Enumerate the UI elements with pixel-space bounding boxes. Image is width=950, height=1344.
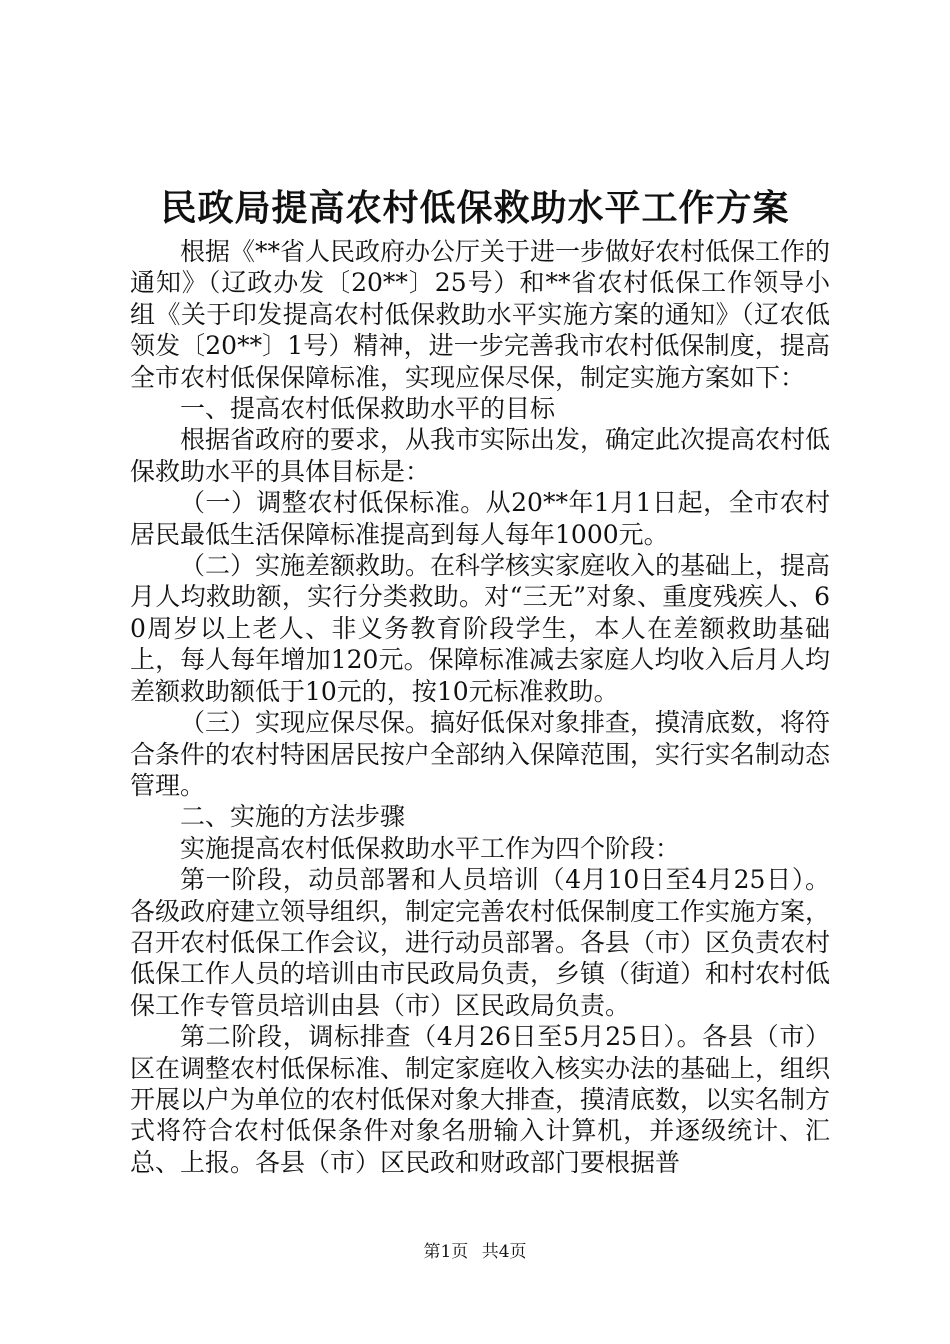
stage-1-paragraph: 第一阶段，动员部署和人员培训（4月10日至4月25日）。各级政府建立领导组织，制定完善农村低保制度工作实施方案，召开农村低保工作会议，进行动员部署。各县（市）区负责农村低保工作人员的培训由市民政局负责，乡镇（街道）和村农村低保工作专管员培训由县（市）区民政局负责。 xyxy=(130,865,831,1020)
goal-item-2: （二）实施差额救助。在科学核实家庭收入的基础上，提高月人均救助额，实行分类救助。对“三无”对象、重度残疾人、60周岁以上老人、非义务教育阶段学生，本人在差额救助基础上，每人每年增加120元。保障标准减去家庭人均收入后月人均差额救助额低于10元的，按10元标准救助。 xyxy=(130,551,831,706)
page-total: 共4页 xyxy=(481,1242,527,1262)
document-title: 民政局提高农村低保救助水平工作方案 xyxy=(160,187,790,229)
document-body xyxy=(130,236,830,1178)
goal-item-1: （一）调整农村低保标准。从20**年1月1日起，全市农村居民最低生活保障标准提高到每人每年1000元。 xyxy=(130,488,830,549)
page-number: 第1页 xyxy=(423,1242,469,1262)
intro-paragraph: 根据《**省人民政府办公厅关于进一步做好农村低保工作的通知》（辽政办发〔20**〕25号）和**省农村低保工作领导小组《关于印发提高农村低保救助水平实施方案的通知》（辽农低领发〔20**〕1号）精神，进一步完善我市农村低保制度，提高全市农村低保保障标准，实现应保尽保，制定实施方案如下： xyxy=(130,237,831,392)
goal-item-3: （三）实现应保尽保。搞好低保对象排查，摸清底数，将符合条件的农村特困居民按户全部纳入保障范围，实行实名制动态管理。 xyxy=(130,708,831,800)
goals-paragraph: 根据省政府的要求，从我市实际出发，确定此次提高农村低保救助水平的具体目标是： xyxy=(130,425,831,486)
page-footer xyxy=(0,1241,950,1263)
steps-intro-paragraph: 实施提高农村低保救助水平工作为四个阶段： xyxy=(180,833,681,863)
section-heading-goals: 一、提高农村低保救助水平的目标 xyxy=(180,394,556,424)
stage-2-paragraph: 第二阶段，调标排查（4月26日至5月25日）。各县（市）区在调整农村低保标准、制定家庭收入核实办法的基础上，组织开展以户为单位的农村低保对象大排查，摸清底数，以实名制方式将符合农村低保条件对象名册输入计算机，并逐级统计、汇总、上报。各县（市）区民政和财政部门要根据普 xyxy=(130,1022,831,1177)
section-heading-steps: 二、实施的方法步骤 xyxy=(180,802,406,832)
